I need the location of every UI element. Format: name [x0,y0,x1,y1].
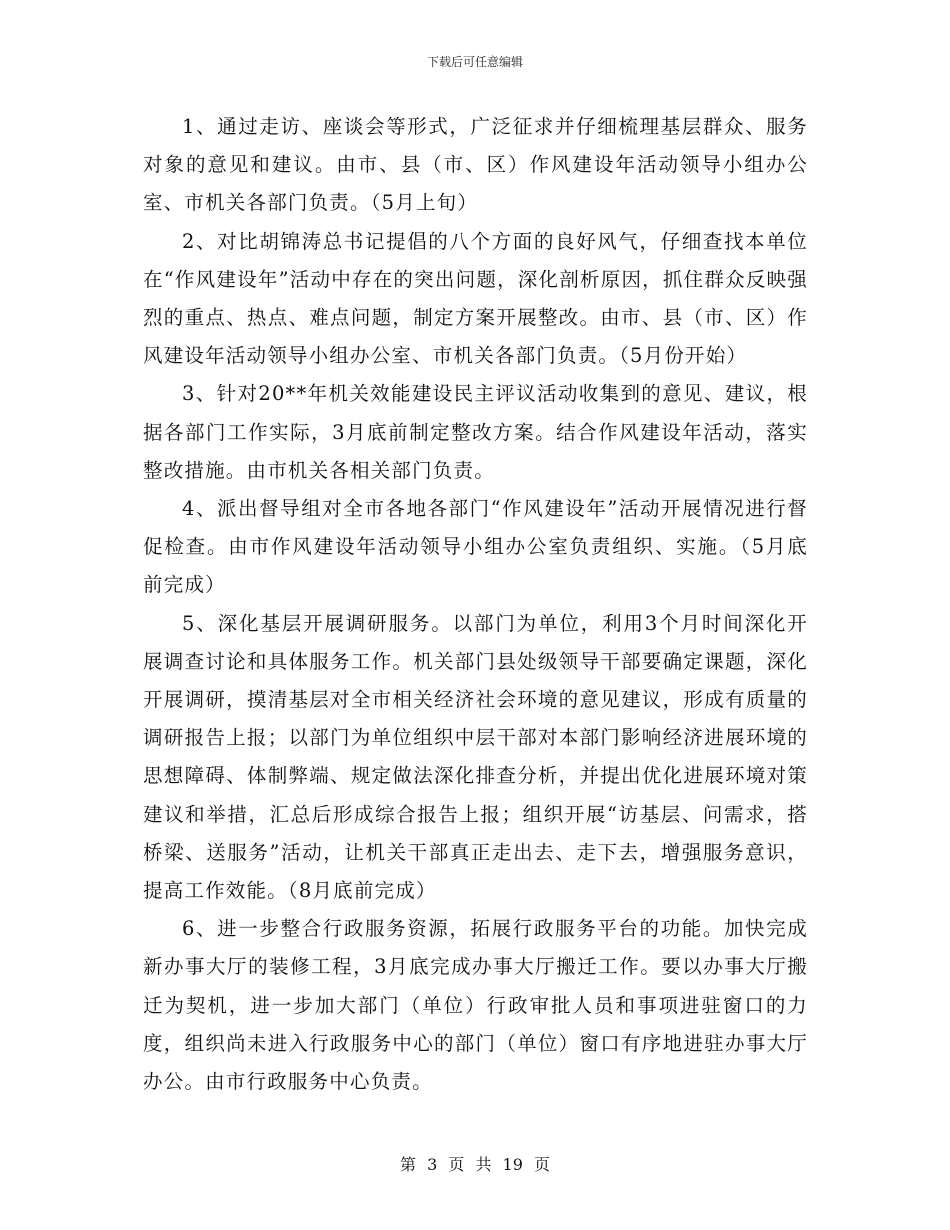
paragraph-1: 1、通过走访、座谈会等形式，广泛征求并仔细梳理基层群众、服务对象的意见和建议。由市、县（市、区）作风建设年活动领导小组办公室、市机关各部门负责。（5月上旬） [143,115,808,215]
page-number: 第 3 页 共 19 页 [400,1155,550,1174]
paragraph-4: 4、派出督导组对全市各地各部门“作风建设年”活动开展情况进行督促检查。由市作风建设年活动领导小组办公室负责组织、实施。（5月底前完成） [143,497,808,597]
paragraph-6: 6、进一步整合行政服务资源，拓展行政服务平台的功能。加快完成新办事大厅的装修工程，3月底完成办事大厅搬迁工作。要以办事大厅搬迁为契机，进一步加大部门（单位）行政审批人员和事项进驻窗口的力度，组织尚未进入行政服务中心的部门（单位）窗口有序地进驻办事大厅办公。由市行政服务中心负责。 [143,917,808,1094]
document-body [143,108,808,1101]
header-note: 下载后可任意编辑 [426,55,523,69]
paragraph-5: 5、深化基层开展调研服务。以部门为单位，利用3个月时间深化开展调查讨论和具体服务工作。机关部门县处级领导干部要确定课题，深化开展调研，摸清基层对全市相关经济社会环境的意见建议，形成有质量的调研报告上报；以部门为单位组织中层干部对本部门影响经济进展环境的思想障碍、体制弊端、规定做法深化排查分析，并提出优化进展环境对策建议和举措，汇总后形成综合报告上报；组织开展“访基层、问需求，搭桥梁、送服务”活动，让机关干部真正走出去、走下去，增强服务意识，提高工作效能。（8月底前完成） [143,611,808,903]
paragraph-3: 3、针对20**年机关效能建设民主评议活动收集到的意见、建议，根据各部门工作实际，3月底前制定整改方案。结合作风建设年活动，落实整改措施。由市机关各相关部门负责。 [143,382,808,482]
paragraph-2: 2、对比胡锦涛总书记提倡的八个方面的良好风气，仔细查找本单位在“作风建设年”活动中存在的突出问题，深化剖析原因，抓住群众反映强烈的重点、热点、难点问题，制定方案开展整改。由市、县（市、区）作风建设年活动领导小组办公室、市机关各部门负责。（5月份开始） [143,229,808,368]
